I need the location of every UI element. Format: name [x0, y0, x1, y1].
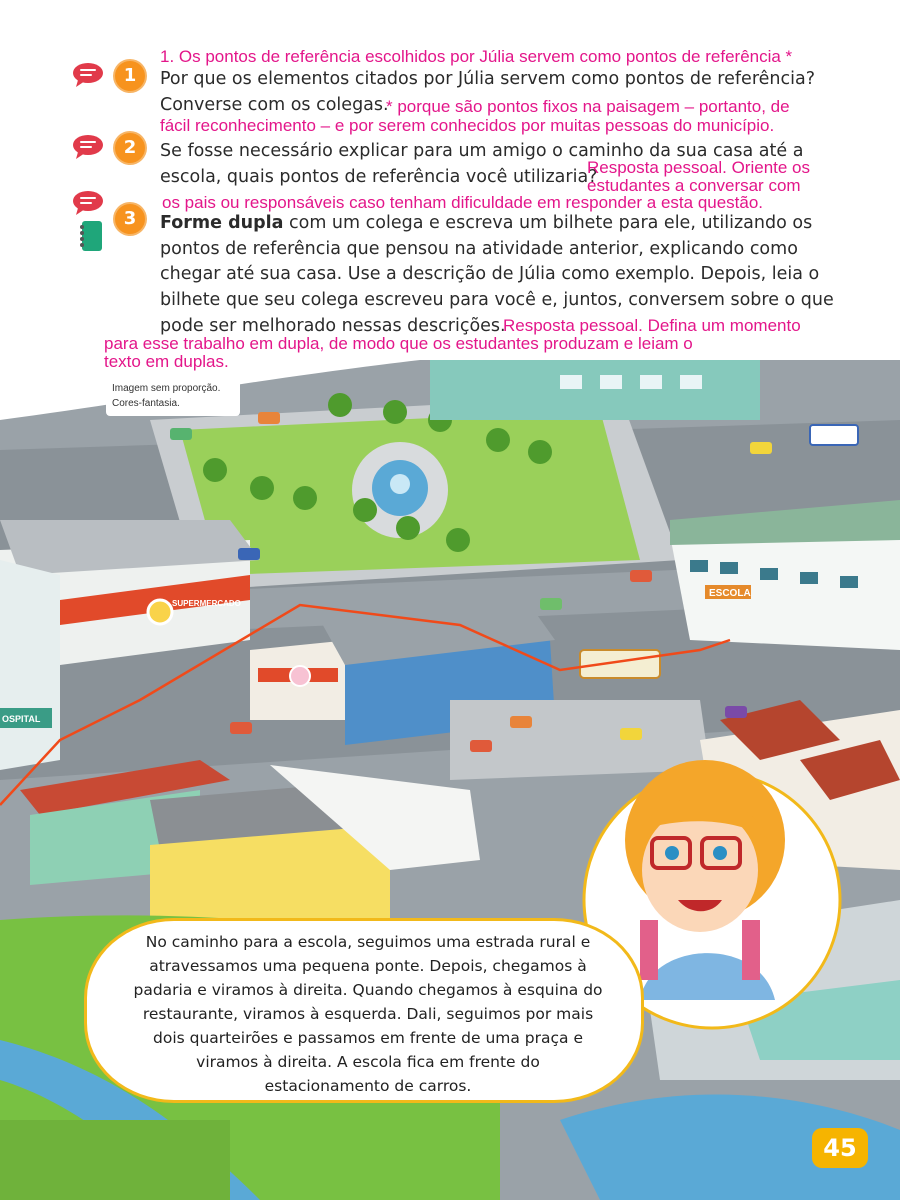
speech-line: No caminho para a escola, seguimos uma estrada rural e — [145, 933, 591, 951]
answer-annotation-2c: os pais ou responsáveis caso tenham dificuldade em responder a esta questão. — [162, 193, 764, 212]
question-2-line1: Se fosse necessário explicar para um amigo o caminho da sua casa até a — [160, 141, 804, 161]
question-1-badge: 1 — [115, 61, 145, 91]
speech-text — [118, 930, 618, 1098]
question-2-badge: 2 — [115, 133, 145, 163]
image-note — [106, 378, 240, 416]
question-3-badge: 3 — [115, 204, 145, 234]
answer-annotation-2a: Resposta pessoal. Oriente os — [587, 158, 811, 177]
answer-annotation-3c: texto em duplas. — [104, 352, 229, 371]
answer-annotation-1c: fácil reconhecimento – e por serem conhecidos por muitas pessoas do município. — [160, 116, 775, 135]
question-2-line2: escola, quais pontos de referência você utilizaria? — [160, 167, 598, 187]
speech-line: padaria e viramos à direita. Quando chegamos à esquina do — [133, 981, 603, 999]
chat-bubbles-icon — [72, 62, 108, 88]
speech-line: atravessamos uma pequena ponte. Depois, chegamos à — [149, 957, 587, 975]
speech-line: dois quarteirões e passamos em frente de uma praça e — [153, 1029, 583, 1047]
answer-annotation-3b: para esse trabalho em dupla, de modo que os estudantes produzam e leiam o — [104, 334, 693, 353]
image-note-line2: Cores-fantasia. — [112, 398, 180, 409]
hospital-sign: OSPITAL — [2, 714, 41, 724]
question-3-line2: pontos de referência que pensou na atividade anterior, explicando como — [160, 239, 798, 259]
speech-line: estacionamento de carros. — [264, 1077, 472, 1095]
answer-annotation-2b: estudantes a conversar com — [587, 176, 801, 195]
image-note-line1: Imagem sem proporção. — [112, 383, 221, 394]
page-number: 45 — [812, 1128, 868, 1168]
question-3-line3: chegar até sua casa. Use a descrição de Júlia como exemplo. Depois, leia o — [160, 264, 820, 284]
school-sign: ESCOLA — [709, 588, 751, 599]
question-3-bold: Forme dupla — [160, 213, 284, 233]
question-3-line1 — [160, 211, 812, 236]
speech-line: viramos à direita. A escola fica em frente do — [196, 1053, 540, 1071]
answer-annotation-1b: * porque são pontos fixos na paisagem – portanto, de — [386, 97, 790, 116]
answer-annotation-1: 1. Os pontos de referência escolhidos por Júlia servem como pontos de referência * — [160, 47, 793, 66]
question-1-line1: Por que os elementos citados por Júlia servem como pontos de referência? — [160, 69, 815, 89]
chat-bubbles-icon — [72, 134, 108, 160]
speech-line: restaurante, viramos à esquerda. Dali, seguimos por mais — [142, 1005, 594, 1023]
question-3-line1-text: com um colega e escreva um bilhete para ele, utilizando os — [283, 213, 813, 233]
answer-annotation-3a: Resposta pessoal. Defina um momento — [503, 316, 801, 335]
notebook-icon — [78, 219, 104, 253]
supermarket-sign: SUPERMERCADO — [172, 599, 241, 608]
question-3-line5: pode ser melhorado nessas descrições. — [160, 316, 506, 336]
chat-bubbles-icon — [72, 190, 108, 216]
question-3-line4: bilhete que seu colega escreveu para você e, juntos, conversem sobre o que — [160, 290, 834, 310]
question-1-line2: Converse com os colegas. — [160, 95, 389, 115]
